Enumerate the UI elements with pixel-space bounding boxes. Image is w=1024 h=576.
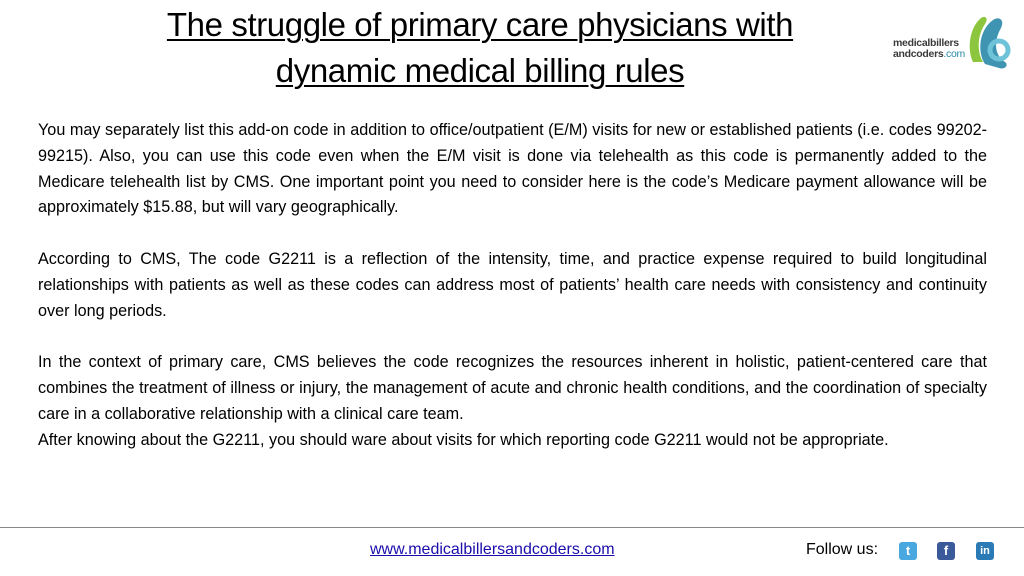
facebook-icon[interactable]: f [937, 542, 955, 560]
company-logo [893, 12, 1013, 74]
paragraph-4: After knowing about the G2211, you should ware about visits for which reporting code G2211 would not be appropriate. [38, 430, 889, 449]
website-link[interactable]: www.medicalbillersandcoders.com [370, 541, 615, 558]
logo-text-line-2: andcoders [893, 48, 944, 60]
paragraph-3: In the context of primary care, CMS believes the code recognizes the resources inherent in holistic, patient-centered care that combines the treatment of illness or injury, the management of acute and chronic health conditions, and the coordination of specialty care in a collaborative relationship with a clinical care team. [38, 353, 987, 423]
paragraph-1: You may separately list this add-on code in addition to office/outpatient (E/M) visits for new or established patients (i.e. codes 99202-99215). Also, you can use this code even when the E/M visit is done via telehealth as this code is permanently added to the Medicare telehealth list by CMS. One important point you need to consider here is the code’s Medicare payment allowance will be approximately $15.88, but will vary geographically. [38, 121, 987, 217]
logo-text-line-1: medicalbillers [893, 37, 959, 49]
logo-wordmark [893, 38, 965, 60]
footer-divider [0, 527, 1024, 528]
logo-swoosh-icon [965, 12, 1013, 72]
twitter-icon[interactable]: t [899, 542, 917, 560]
title-line-2: dynamic medical billing rules [275, 52, 685, 89]
logo-text-suffix: .com [943, 48, 965, 60]
title-line-1: The struggle of primary care physicians with [166, 6, 794, 43]
follow-us-label: Follow us: [806, 541, 879, 558]
article-body [38, 118, 987, 453]
page-title [60, 2, 900, 94]
paragraph-2: According to CMS, The code G2211 is a reflection of the intensity, time, and practice expense required to build longitudinal relationships with patients as well as these codes can address most of patients’ health care needs with consistency and continuity over long periods. [38, 249, 987, 320]
linkedin-icon[interactable]: in [976, 542, 994, 560]
